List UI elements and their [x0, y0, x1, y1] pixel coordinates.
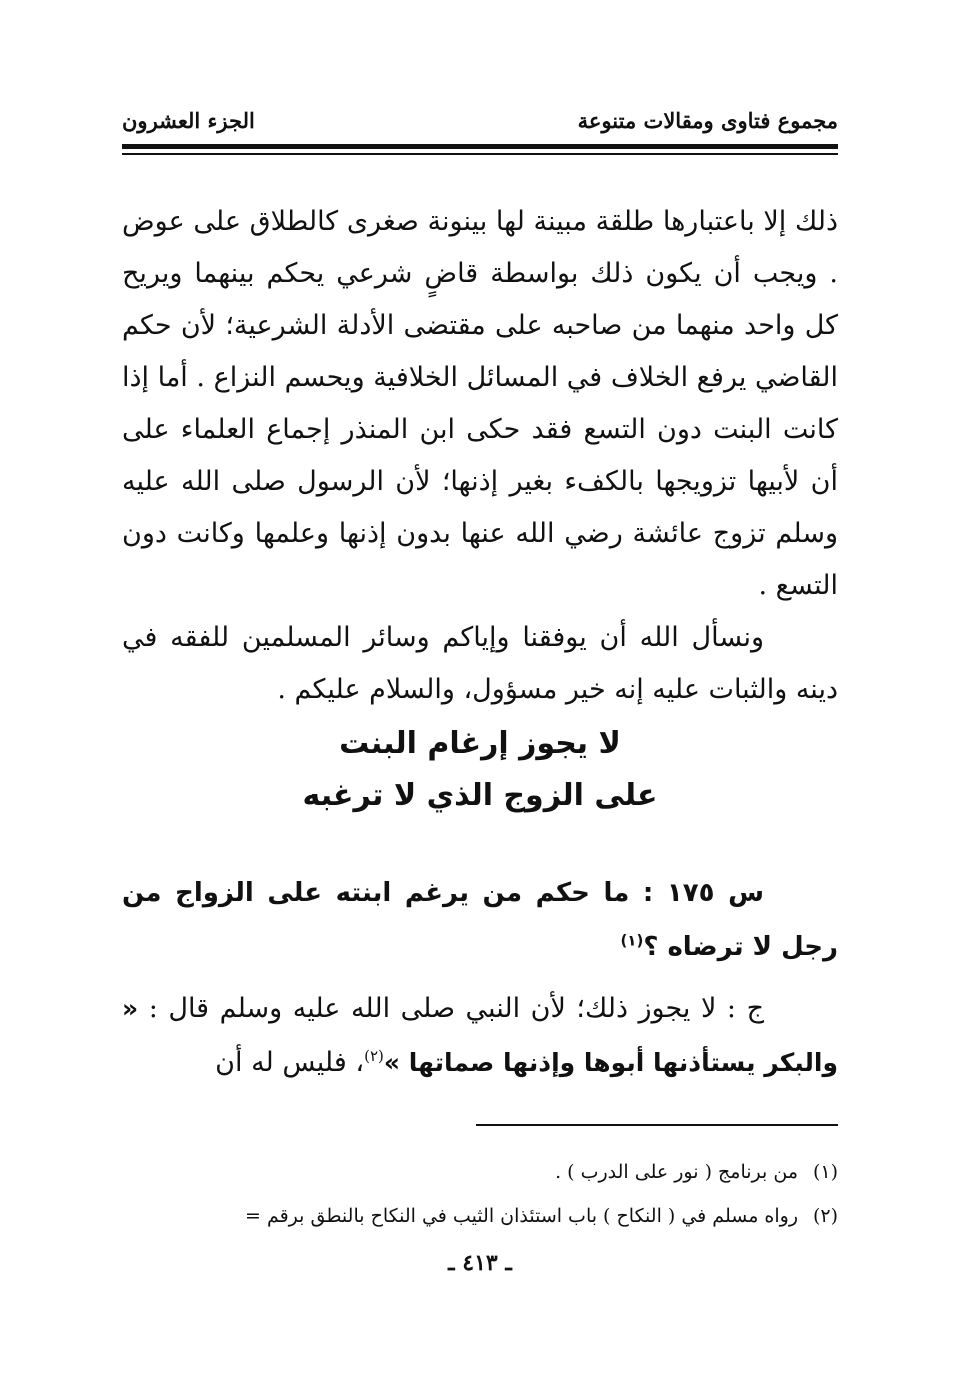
footnote-ref-2: (٢) [364, 1047, 384, 1065]
footnote-1 [122, 1150, 838, 1194]
book-title: مجموع فتاوى ومقالات متنوعة [577, 107, 838, 133]
question-text: س ١٧٥ : ما حكم من يرغم ابنته على الزواج من رجل لا ترضاه ؟ [122, 878, 838, 962]
header-rule-thick [122, 144, 838, 149]
page-number: ـ ٤١٣ ـ [448, 1250, 512, 1276]
question-answer [122, 866, 838, 1090]
footnote-separator [476, 1124, 838, 1126]
footnote-text: رواه مسلم في ( النكاح ) باب استئذان الثيب في النكاح بالنطق برقم = [245, 1205, 798, 1227]
header-rule-thin [122, 153, 838, 155]
section-title-line-1: لا يجوز إرغام البنت [339, 726, 621, 761]
hadith-quote: « والبكر يستأذنها أبوها وإذنها صماتها » [122, 994, 838, 1077]
section-title-line-2: على الزوج الذي لا ترغبه [302, 778, 658, 813]
question [122, 866, 838, 974]
footnote-number: (١) [812, 1161, 838, 1183]
volume-label: الجزء العشرون [122, 107, 255, 133]
paragraph-2: ونسأل الله أن يوفقنا وإياكم وسائر المسلمين للفقه في دينه والثبات عليه إنه خير مسؤول، والسلام عليكم . [122, 622, 838, 705]
answer [122, 982, 838, 1090]
paragraph-1: ذلك إلا باعتبارها طلقة مبينة لها بينونة صغرى كالطلاق على عوض . ويجب أن يكون ذلك بواسطة قاضٍ شرعي يحكم بينهما ويريح كل واحد منهما من صاحبه على مقتضى الأدلة الشرعية؛ لأن حكم القاضي يرفع الخلاف في المسائل الخلافية ويحسم النزاع . أما إذا كانت البنت دون التسع فقد حكى ابن المنذر إجماع العلماء على أن لأبيها تزويجها بالكفء بغير إذنها؛ لأن الرسول صلى الله عليه وسلم تزوج عائشة رضي الله عنها بدون إذنها وعلمها وكانت دون التسع . [122, 206, 838, 601]
footnotes [122, 1150, 838, 1238]
answer-rest: ، فليس له أن [215, 1047, 365, 1078]
running-header [122, 100, 838, 140]
answer-intro: ج : لا يجوز ذلك؛ لأن النبي صلى الله عليه وسلم قال : [138, 993, 764, 1024]
footnote-text: من برنامج ( نور على الدرب ) . [555, 1161, 798, 1183]
footnote-ref-1: (١) [620, 931, 644, 950]
footnote-2 [122, 1194, 838, 1238]
body-text [122, 196, 838, 716]
footnote-number: (٢) [812, 1205, 838, 1227]
